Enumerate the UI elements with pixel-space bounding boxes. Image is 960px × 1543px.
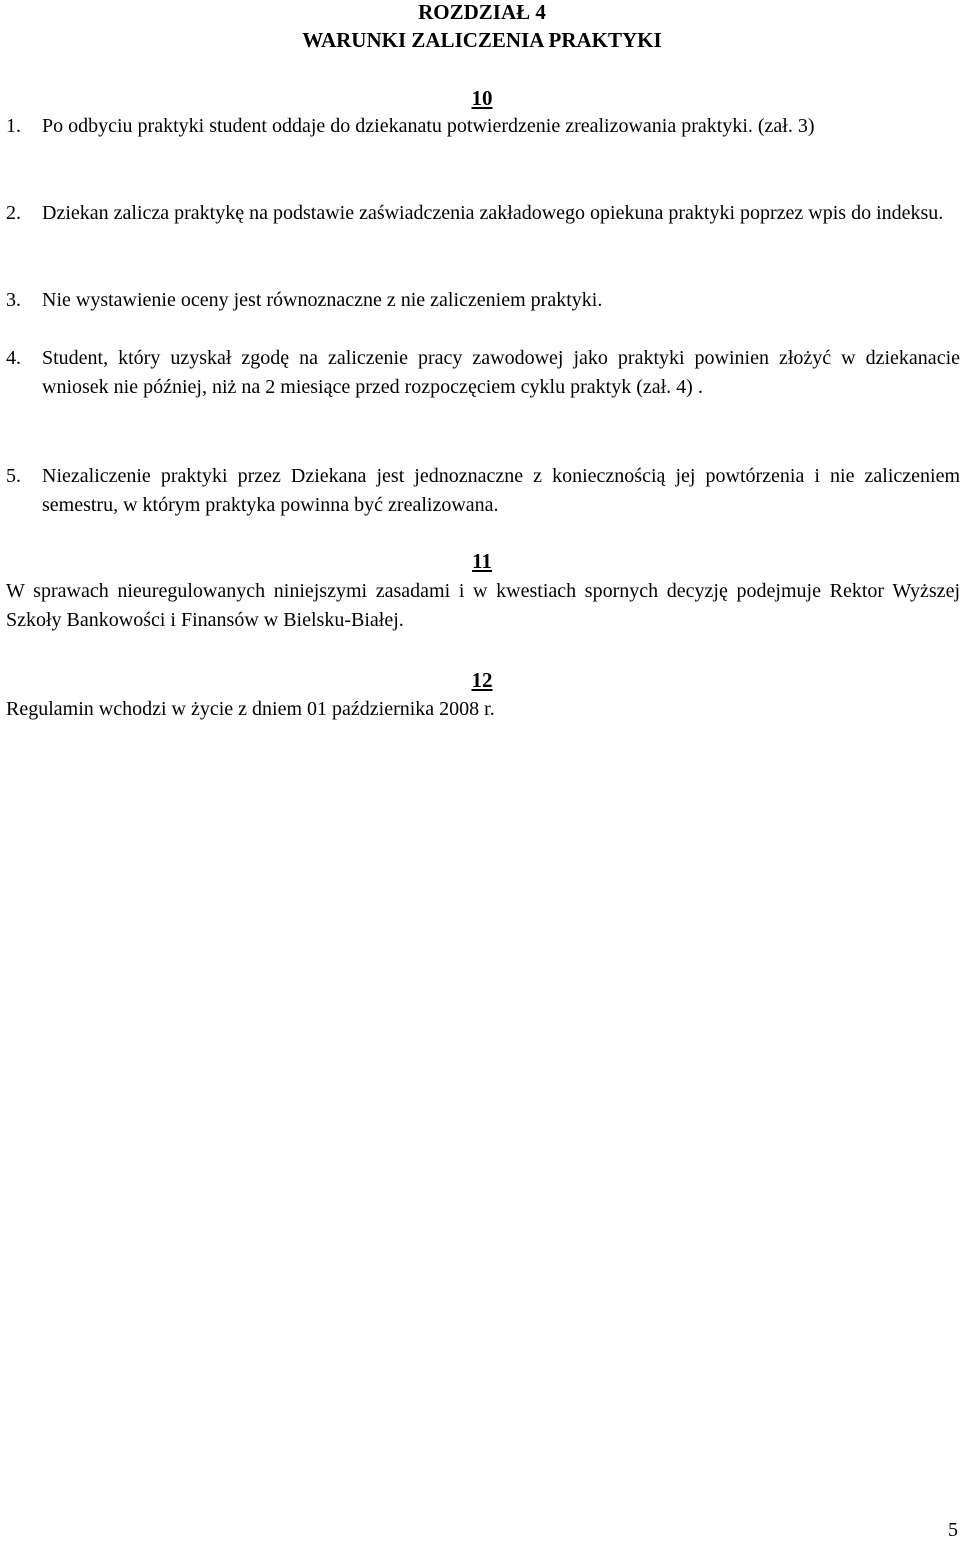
- list-item-text: Student, który uzyskał zgodę na zaliczenie pracy zawodowej jako praktyki powinien złożyć w dziekanacie wniosek nie później, niż na 2 miesiące przed rozpoczęciem cyklu praktyk (zał. 4) .: [42, 347, 960, 398]
- list-item-number: 3.: [6, 289, 21, 311]
- list-item-number: 1.: [6, 115, 21, 137]
- list-item-text: Po odbyciu praktyki student oddaje do dziekanatu potwierdzenie zrealizowania praktyki. (zał. 3): [42, 115, 815, 137]
- list-item-text: Niezaliczenie praktyki przez Dziekana jest jednoznaczne z koniecznością jej powtórzenia i nie zaliczeniem semestru, w którym praktyka powinna być zrealizowana.: [42, 465, 960, 516]
- chapter-number: ROZDZIAŁ 4: [418, 0, 546, 24]
- list-item-5: [6, 462, 960, 520]
- section-11-paragraph: W sprawach nieuregulowanych niniejszymi zasadami i w kwestiach spornych decyzję podejmuje Rektor Wyższej Szkoły Bankowości i Finansów w Bielsku-Białej.: [6, 580, 960, 631]
- section-mark-12: 12: [471, 668, 493, 692]
- list-item-2: [6, 199, 960, 228]
- section-mark-11: 11: [472, 549, 492, 573]
- list-item-text: Dziekan zalicza praktykę na podstawie zaświadczenia zakładowego opiekuna praktyki poprzez wpis do indeksu.: [42, 202, 944, 224]
- list-item-3: [6, 286, 960, 315]
- list-item-number: 4.: [6, 347, 21, 369]
- list-item-number: 5.: [6, 465, 21, 487]
- chapter-title: WARUNKI ZALICZENIA PRAKTYKI: [302, 28, 662, 52]
- list-item-text: Nie wystawienie oceny jest równoznaczne z nie zaliczeniem praktyki.: [42, 289, 603, 311]
- list-item-number: 2.: [6, 202, 21, 224]
- section-mark-10: 10: [471, 86, 493, 110]
- section-12-paragraph: Regulamin wchodzi w życie z dniem 01 października 2008 r.: [6, 698, 495, 720]
- list-item-4: [6, 344, 960, 402]
- list-item-1: [6, 112, 960, 141]
- page-number: 5: [948, 1519, 958, 1541]
